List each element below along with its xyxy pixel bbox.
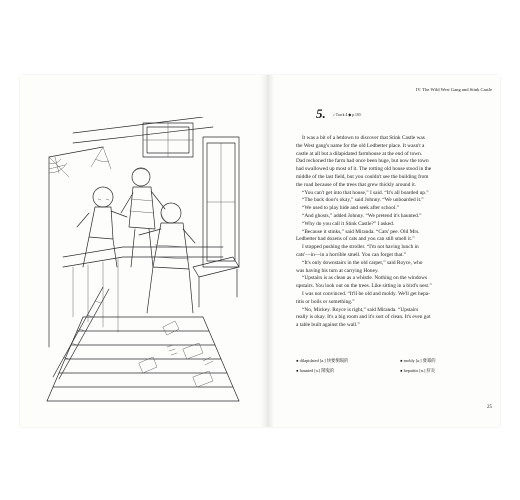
paragraph-line: titis or boils or something.” <box>296 298 355 305</box>
glossary-entry: ● dilapidated [a.] 快要倒塌的 <box>296 358 349 363</box>
chapter-number: 5. <box>316 106 326 121</box>
paragraph-line: Ledbetter had dozens of cats and you can still smell it.” <box>296 236 415 243</box>
glossary-pos: [a.] <box>314 368 321 373</box>
paragraph-line: the road because of the trees that grew thickly around it. <box>296 181 417 188</box>
dialogue-line: “And ghosts,” added Johnny. “We pretend it's haunted.” <box>302 212 422 219</box>
dialogue-line: “Upstairs is as clean as a whistle. Nothing on the windows <box>302 275 428 282</box>
track-label: ♪ Track 4 ◆ p.103 <box>333 113 361 117</box>
glossary-entry: ● haunted [a.] 鬧鬼的 <box>296 368 335 373</box>
dialogue-line: “No, Mickey. Royce is right,” said Miranda. “Upstairs <box>302 306 419 313</box>
paragraph-line: the West gang's name for the old Ledbetter place. It wasn't a <box>296 142 425 149</box>
page-number: 25 <box>487 405 492 410</box>
dialogue-line: “We used to play hide and seek after school.” <box>302 205 400 212</box>
sketch-illustration <box>43 117 243 405</box>
dialogue-line: “You can't get into that house,” I said. “It's all boarded up.” <box>302 189 429 196</box>
paragraph-line: middle of the last field, but you couldn't see the building from <box>296 173 429 180</box>
children-on-stairs-drawing <box>43 117 243 405</box>
right-page <box>288 75 496 427</box>
glossary <box>296 354 494 394</box>
paragraph-line: was having his turn at carrying Honey. <box>296 267 379 274</box>
dialogue-line: “It's only downstairs in the old carpet,” said Royce, who <box>302 259 423 266</box>
paragraph-line: had swallowed up most of it. The rotting old house stood in the <box>296 166 432 173</box>
paragraph-line: a table built against the wall.” <box>296 322 360 329</box>
glossary-meaning: 肝炎 <box>426 368 436 373</box>
glossary-meaning: 快要倒塌的 <box>326 358 349 363</box>
glossary-entry: ● hepatitis [n.] 肝炎 <box>400 368 436 373</box>
paragraph-line: castle at all but a dilapidated farmhouse at the end of town. <box>296 150 423 157</box>
book-spread <box>20 75 500 427</box>
glossary-meaning: 發霉的 <box>422 358 436 363</box>
glossary-pos: [a.] <box>319 358 326 363</box>
glossary-pos: [n.] <box>419 368 426 373</box>
paragraph-line: upstairs. You look out on the trees. Like sitting in a bird's nest.” <box>296 283 432 290</box>
paragraph-line: really is okay. It's a big room and it's sort of clean. It's even got <box>296 314 431 321</box>
dialogue-line: I stopped pushing the stroller. “I'm not having lunch in <box>302 244 419 251</box>
dialogue-line: “Because it stinks,” said Miranda. “Cats' pee. Old Mrs. <box>302 228 420 235</box>
glossary-word: moldy <box>403 358 415 363</box>
dialogue-line: “Why do you call it Stink Castle?” I asked. <box>302 220 395 227</box>
glossary-word: haunted <box>299 368 314 373</box>
book-fold <box>260 75 274 427</box>
glossary-meaning: 鬧鬼的 <box>321 368 335 373</box>
glossary-pos: [a.] <box>415 358 422 363</box>
paragraph-line: cats'—in—in a horrible smell. You can forget that.” <box>296 251 407 258</box>
dialogue-line: “The back door's okay,” said Johnny. “We unboarded it.” <box>302 197 424 204</box>
glossary-word: dilapidated <box>299 358 319 363</box>
running-head: IV. The Wild West Gang and Stink Castle <box>415 87 492 92</box>
glossary-word: hepatitis <box>403 368 419 373</box>
paragraph: It was a bit of a letdown to discover that Stink Castle was <box>302 135 425 141</box>
dialogue-line: I was not convinced. “It'll be old and moldy. We'll get hepa- <box>302 290 430 297</box>
paragraph-line: Dad reckoned the farm had once been huge, but now the town <box>296 158 429 165</box>
glossary-entry: ● moldy [a.] 發霉的 <box>400 358 436 363</box>
story-text <box>296 135 494 330</box>
